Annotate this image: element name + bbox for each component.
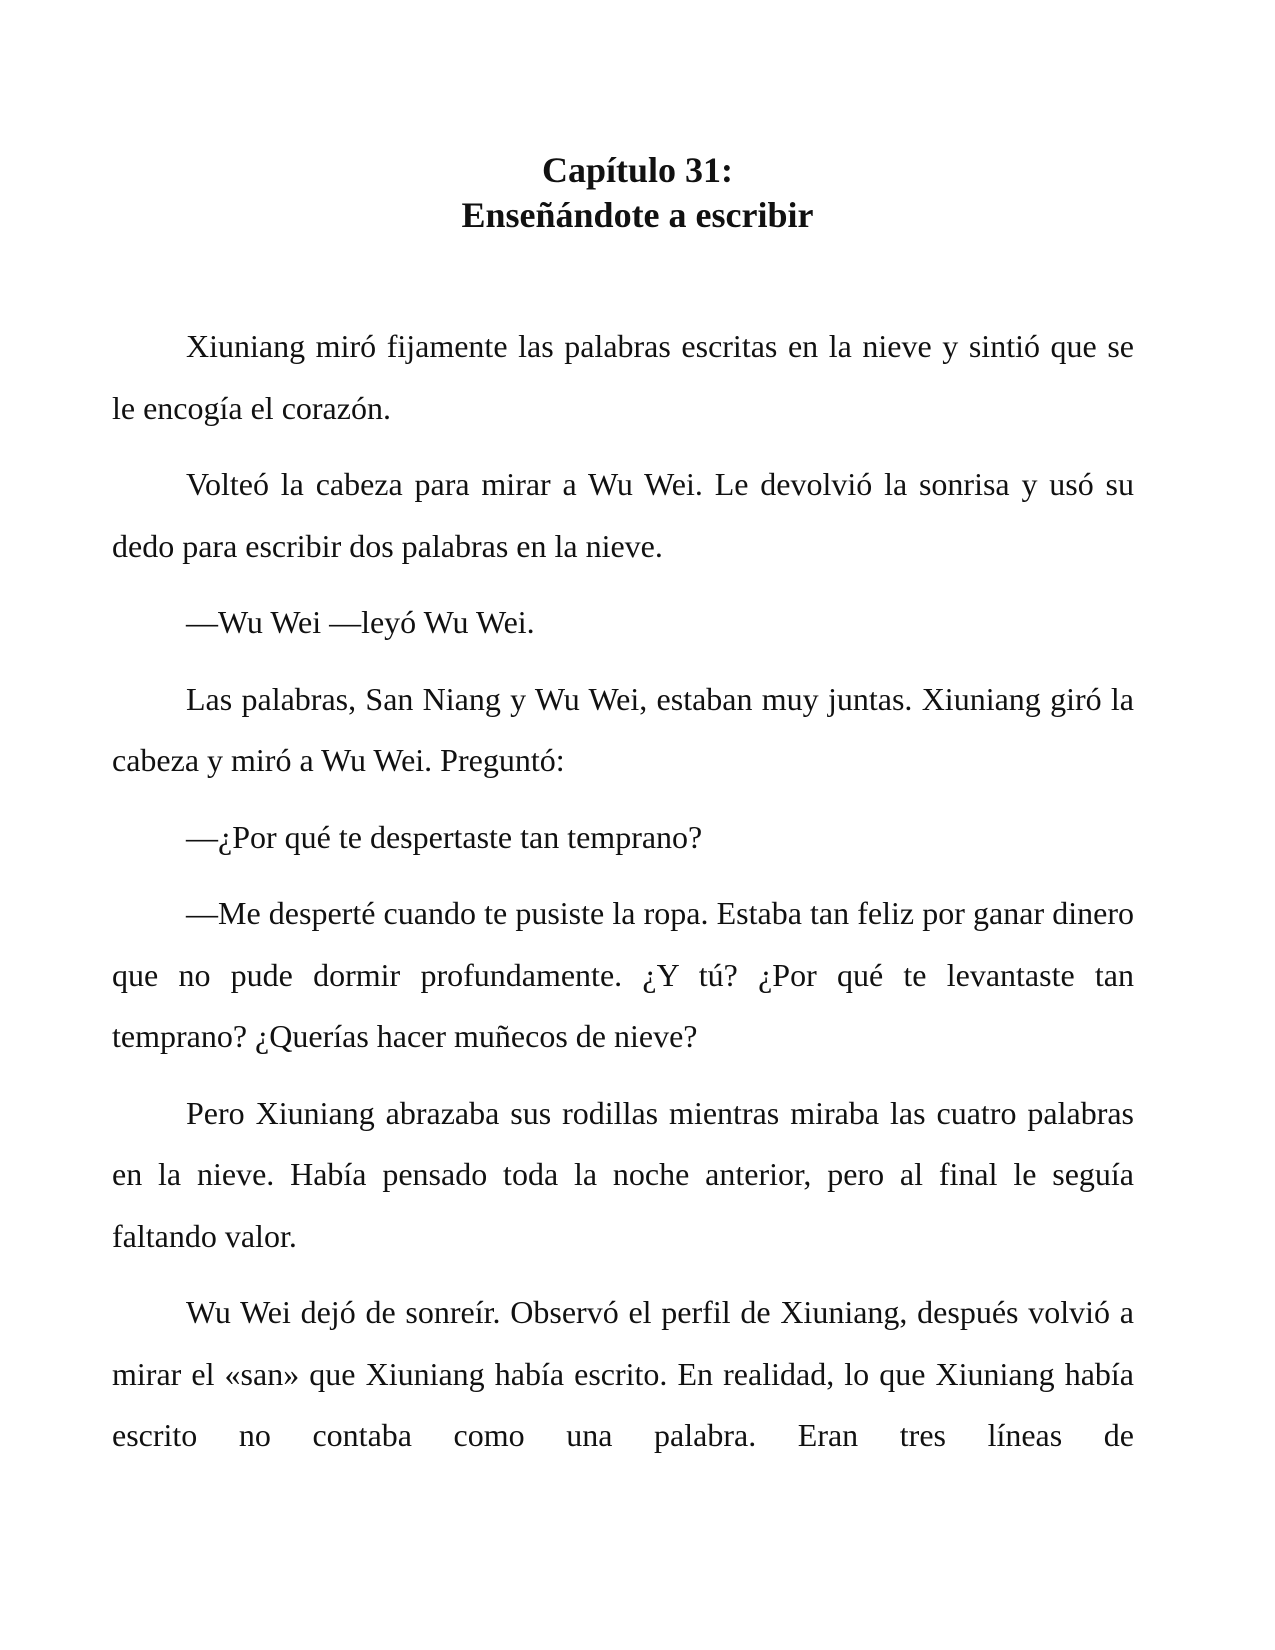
body-text [112,316,1134,1482]
paragraph: —Wu Wei —leyó Wu Wei. [186,604,535,640]
paragraph: Wu Wei dejó de sonreír. Observó el perfil de Xiuniang, después volvió a mirar el «san» que Xiuniang había escrito. En realidad, lo que Xiuniang había escrito no contaba como una palabra. Eran tres líneas de [112,1294,1134,1453]
paragraph: Xiuniang miró fijamente las palabras escritas en la nieve y sintió que se le encogía el corazón. [112,328,1134,426]
paragraph: Volteó la cabeza para mirar a Wu Wei. Le devolvió la sonrisa y usó su dedo para escribir dos palabras en la nieve. [112,466,1134,564]
paragraph: —Me desperté cuando te pusiste la ropa. Estaba tan feliz por ganar dinero que no pude dormir profundamente. ¿Y tú? ¿Por qué te levantaste tan temprano? ¿Querías hacer muñecos de nieve? [112,895,1134,1054]
chapter-heading [0,148,1275,238]
chapter-number: Capítulo 31: [541,150,734,190]
paragraph: —¿Por qué te despertaste tan temprano? [186,818,703,855]
paragraph: Las palabras, San Niang y Wu Wei, estaban muy juntas. Xiuniang giró la cabeza y miró a Wu Wei. Preguntó: [112,680,1134,778]
chapter-title: Enseñándote a escribir [461,195,814,235]
paragraph: Pero Xiuniang abrazaba sus rodillas mientras miraba las cuatro palabras en la nieve. Había pensado toda la noche anterior, pero al final le seguía faltando valor. [112,1094,1134,1254]
